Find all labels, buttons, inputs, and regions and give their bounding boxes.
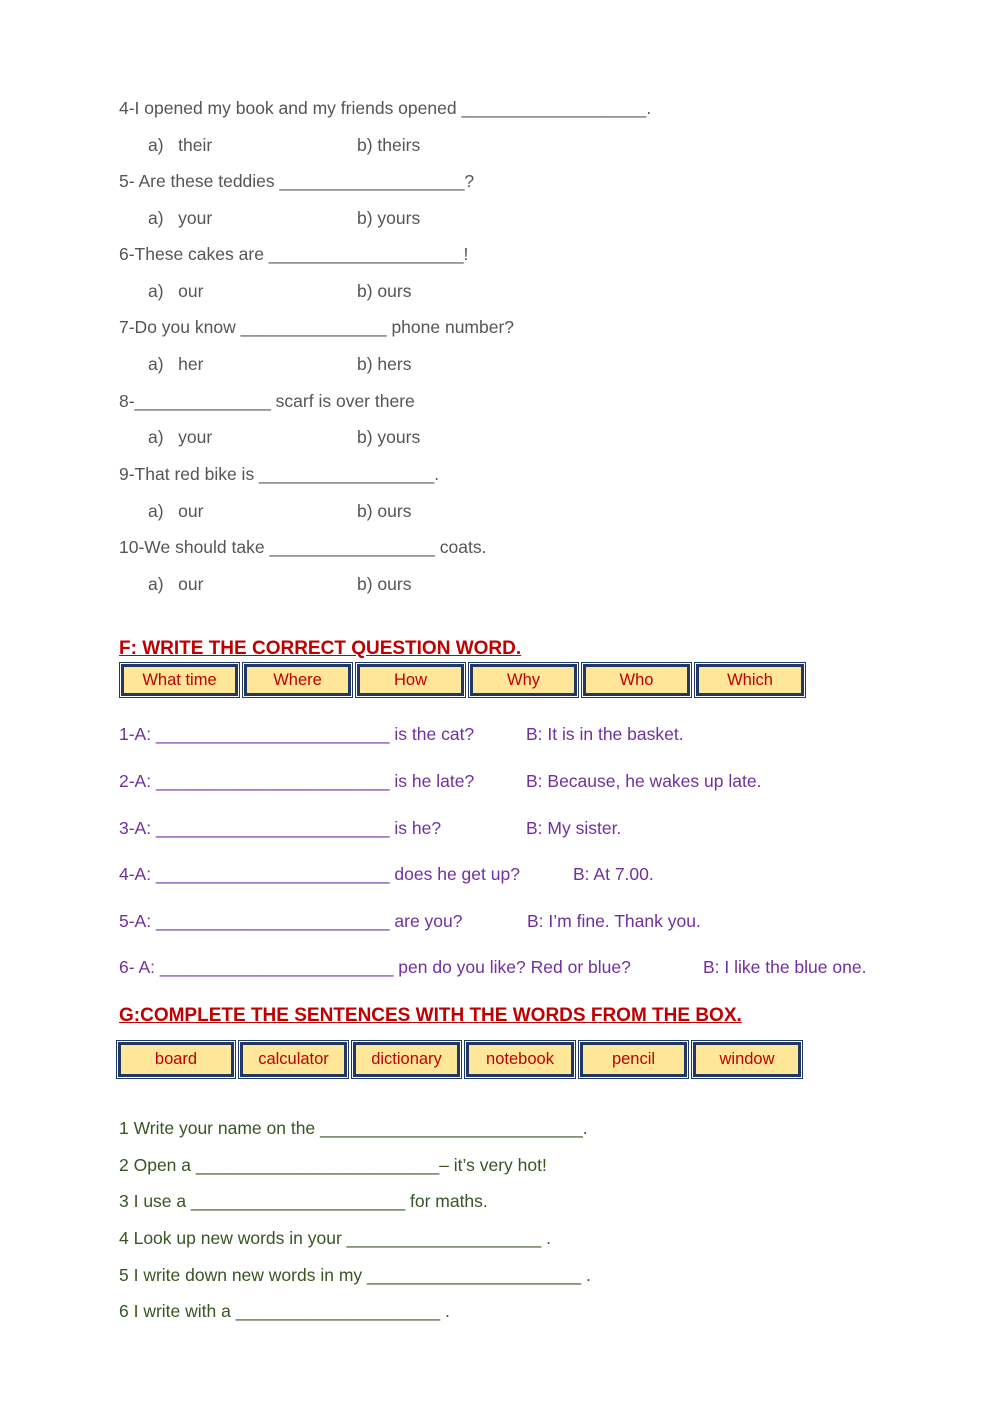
option-b[interactable]: b) theirs (357, 135, 421, 155)
word-chip[interactable]: notebook (466, 1042, 574, 1077)
word-chip[interactable]: Where (244, 664, 351, 696)
option-a[interactable]: a) your (148, 427, 213, 447)
option-b[interactable]: b) yours (357, 427, 421, 447)
option-a[interactable]: a) our (148, 574, 204, 594)
sentence-item[interactable]: 3 I use a ______________________ for maths. (119, 1191, 488, 1211)
dialogue-answer: B: It is in the basket. (526, 724, 684, 744)
sentence-item[interactable]: 1 Write your name on the ___________________________. (119, 1118, 588, 1138)
word-chip[interactable]: How (357, 664, 464, 696)
option-a[interactable]: a) her (148, 354, 204, 374)
word-chip[interactable]: What time (121, 664, 238, 696)
section-f-heading: F: WRITE THE CORRECT QUESTION WORD. (119, 638, 522, 659)
dialogue-question[interactable]: 4-A: ________________________ does he get up? (119, 864, 520, 884)
section-g-heading: G:COMPLETE THE SENTENCES WITH THE WORDS FROM THE BOX. (119, 1005, 742, 1026)
option-a[interactable]: a) our (148, 281, 204, 301)
dialogue-answer: B: At 7.00. (573, 864, 654, 884)
word-chip[interactable]: window (693, 1042, 801, 1077)
option-b[interactable]: b) ours (357, 574, 412, 594)
option-b[interactable]: b) yours (357, 208, 421, 228)
question-text: 9-That red bike is __________________. (119, 464, 440, 484)
word-chip[interactable]: Which (696, 664, 804, 696)
sentence-item[interactable]: 2 Open a _________________________– it’s very hot! (119, 1155, 547, 1175)
word-chip[interactable]: board (118, 1042, 234, 1077)
question-text: 6-These cakes are ____________________! (119, 244, 469, 264)
dialogue-answer: B: I like the blue one. (703, 957, 867, 977)
option-a[interactable]: a) their (148, 135, 213, 155)
word-chip[interactable]: dictionary (353, 1042, 460, 1077)
dialogue-question[interactable]: 5-A: ________________________ are you? (119, 911, 463, 931)
dialogue-answer: B: My sister. (526, 818, 622, 838)
option-b[interactable]: b) ours (357, 501, 412, 521)
dialogue-question[interactable]: 3-A: ________________________ is he? (119, 818, 442, 838)
dialogue-question[interactable]: 1-A: ________________________ is the cat? (119, 724, 475, 744)
question-text: 7-Do you know _______________ phone number? (119, 317, 515, 337)
dialogue-question[interactable]: 6- A: ________________________ pen do you like? Red or blue? (119, 957, 631, 977)
option-a[interactable]: a) our (148, 501, 204, 521)
word-chip[interactable]: calculator (240, 1042, 347, 1077)
option-a[interactable]: a) your (148, 208, 213, 228)
question-text: 5- Are these teddies ___________________? (119, 171, 475, 191)
option-b[interactable]: b) ours (357, 281, 412, 301)
dialogue-question[interactable]: 2-A: ________________________ is he late? (119, 771, 475, 791)
sentence-item[interactable]: 4 Look up new words in your ____________________ . (119, 1228, 552, 1248)
word-chip[interactable]: Why (470, 664, 577, 696)
question-text: 4-I opened my book and my friends opened ___________________. (119, 98, 652, 118)
question-text: 10-We should take _________________ coats. (119, 537, 487, 557)
sentence-item[interactable]: 6 I write with a _____________________ . (119, 1301, 450, 1321)
dialogue-answer: B: I’m fine. Thank you. (527, 911, 701, 931)
question-text: 8-______________ scarf is over there (119, 391, 415, 411)
dialogue-answer: B: Because, he wakes up late. (526, 771, 762, 791)
word-chip[interactable]: Who (583, 664, 690, 696)
option-b[interactable]: b) hers (357, 354, 412, 374)
sentence-item[interactable]: 5 I write down new words in my ______________________ . (119, 1265, 591, 1285)
word-chip[interactable]: pencil (580, 1042, 687, 1077)
